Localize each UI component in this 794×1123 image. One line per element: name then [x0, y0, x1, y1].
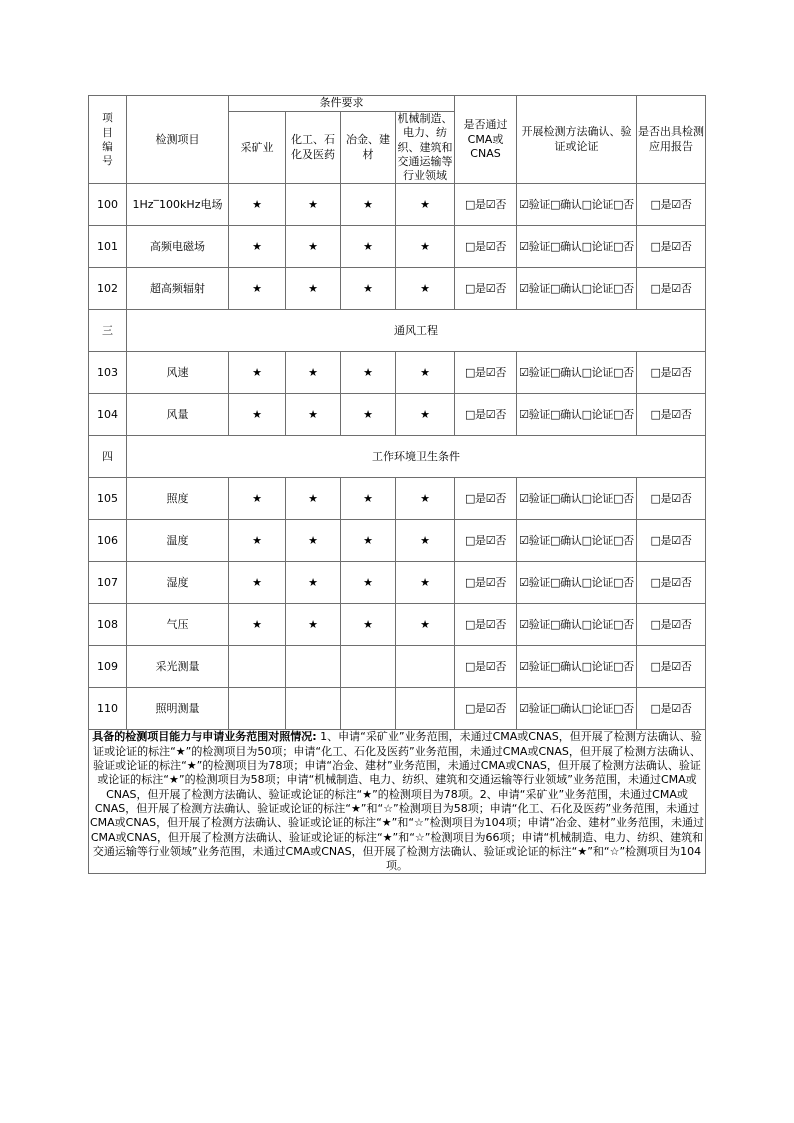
row-no-cell: 100	[89, 184, 127, 226]
star-cell: ★	[396, 394, 455, 436]
item-name-cell: 温度	[127, 520, 229, 562]
cma-status-cell: □是☑否	[455, 520, 517, 562]
table-row	[89, 352, 706, 394]
row-no-cell: 四	[89, 436, 127, 478]
star-cell: ★	[341, 604, 396, 646]
star-cell: ★	[341, 520, 396, 562]
header-metallurgy: 冶金、建材	[341, 112, 396, 184]
item-name-cell: 气压	[127, 604, 229, 646]
section-title-cell: 工作环境卫生条件	[127, 436, 706, 478]
testing-capability-table	[88, 95, 706, 874]
item-name-cell: 超高频辐射	[127, 268, 229, 310]
cma-status-cell: □是☑否	[455, 562, 517, 604]
star-cell: ★	[286, 352, 341, 394]
report-status-cell: □是☑否	[637, 478, 706, 520]
cma-status-cell: □是☑否	[455, 604, 517, 646]
star-cell: ★	[286, 604, 341, 646]
table-row	[89, 478, 706, 520]
star-cell: ★	[396, 352, 455, 394]
row-no-cell: 104	[89, 394, 127, 436]
star-cell	[229, 688, 286, 730]
star-cell: ★	[229, 352, 286, 394]
summary-lead-text: 具备的检测项目能力与申请业务范围对照情况:	[92, 730, 317, 744]
method-status-cell: ☑验证□确认□论证□否	[517, 352, 637, 394]
header-item: 检测项目	[127, 96, 229, 184]
table-row	[89, 184, 706, 226]
row-no-cell: 110	[89, 688, 127, 730]
table-row	[89, 226, 706, 268]
star-cell: ★	[396, 226, 455, 268]
row-no-cell: 105	[89, 478, 127, 520]
star-cell: ★	[341, 352, 396, 394]
table-footer	[89, 730, 706, 874]
report-status-cell: □是☑否	[637, 604, 706, 646]
item-name-cell: 高频电磁场	[127, 226, 229, 268]
star-cell	[341, 646, 396, 688]
table-row	[89, 604, 706, 646]
method-status-cell: ☑验证□确认□论证□否	[517, 268, 637, 310]
cma-status-cell: □是☑否	[455, 352, 517, 394]
star-cell: ★	[229, 226, 286, 268]
header-method-confirm: 开展检测方法确认、验证或论证	[517, 96, 637, 184]
cma-status-cell: □是☑否	[455, 646, 517, 688]
report-status-cell: □是☑否	[637, 226, 706, 268]
cma-status-cell: □是☑否	[455, 268, 517, 310]
star-cell: ★	[341, 562, 396, 604]
table-row	[89, 268, 706, 310]
cma-status-cell: □是☑否	[455, 688, 517, 730]
method-status-cell: ☑验证□确认□论证□否	[517, 646, 637, 688]
star-cell: ★	[396, 184, 455, 226]
star-cell: ★	[286, 478, 341, 520]
report-status-cell: □是☑否	[637, 394, 706, 436]
row-no-cell: 三	[89, 310, 127, 352]
header-machinery: 机械制造、电力、纺织、建筑和交通运输等行业领域	[397, 112, 453, 183]
star-cell: ★	[286, 184, 341, 226]
star-cell: ★	[229, 184, 286, 226]
star-cell: ★	[396, 562, 455, 604]
table-row	[89, 562, 706, 604]
star-cell: ★	[341, 478, 396, 520]
method-status-cell: ☑验证□确认□论证□否	[517, 184, 637, 226]
cma-status-cell: □是☑否	[455, 394, 517, 436]
star-cell: ★	[341, 394, 396, 436]
summary-body-text: 1、申请“采矿业”业务范围，未通过CMA或CNAS，但开展了检测方法确认、验证或论证的标注“★”的检测项目为50项；申请“化工、石化及医药”业务范围，未通过CMA或CNAS，但开展了检测方法确认、验证或论证的标注“★”的检测项目为78项；申请“冶金、建材”业务范围，未通过CMA或CNAS，但开展了检测方法确认、验证或论证的标注“★”的检测项目为58项；申请“机械制造、电力、纺织、建筑和交通运输等行业领域”业务范围，未通过CMA或CNAS，但开展了检测方法确认、验证或论证的标注“★”的检测项目为78项。2、申请“采矿业”业务范围，未通过CMA或CNAS，但开展了检测方法确认、验证或论证的标注“★”和“☆”检测项目为58项；申请“化工、石化及医药”业务范围，未通过CMA或CNAS，但开展了检测方法确认、验证或论证的标注“★”和“☆”检测项目为104项；申请“冶金、建材”业务范围，未通过CMA或CNAS，但开展了检测方法确认、验证或论证的标注“★”和“☆”检测项目为66项；申请“机械制造、电力、纺织、建筑和交通运输等行业领域”业务范围，未通过CMA或CNAS，但开展了检测方法确认、验证或论证的标注“★”和“☆”检测项目为104项。	[89, 730, 705, 873]
star-cell	[286, 688, 341, 730]
header-mining: 采矿业	[229, 112, 286, 184]
method-status-cell: ☑验证□确认□论证□否	[517, 226, 637, 268]
row-no-cell: 106	[89, 520, 127, 562]
method-status-cell: ☑验证□确认□论证□否	[517, 688, 637, 730]
star-cell: ★	[341, 226, 396, 268]
header-chemical: 化工、石化及医药	[286, 112, 341, 184]
star-cell	[396, 688, 455, 730]
star-cell	[286, 646, 341, 688]
method-status-cell: ☑验证□确认□论证□否	[517, 562, 637, 604]
cma-status-cell: □是☑否	[455, 226, 517, 268]
header-project-no-label: 项目编号	[102, 112, 113, 167]
star-cell: ★	[396, 478, 455, 520]
method-status-cell: ☑验证□确认□论证□否	[517, 520, 637, 562]
cma-status-cell: □是☑否	[455, 478, 517, 520]
row-no-cell: 109	[89, 646, 127, 688]
star-cell: ★	[229, 520, 286, 562]
capability-summary	[89, 730, 706, 874]
item-name-cell: 照明测量	[127, 688, 229, 730]
star-cell: ★	[396, 604, 455, 646]
item-name-cell: 1Hz‾100kHz电场	[127, 184, 229, 226]
row-no-cell: 108	[89, 604, 127, 646]
footer-row	[89, 730, 706, 874]
star-cell: ★	[341, 268, 396, 310]
header-cma-cnas: 是否通过CMA或CNAS	[455, 96, 517, 184]
report-status-cell: □是☑否	[637, 646, 706, 688]
report-status-cell: □是☑否	[637, 562, 706, 604]
method-status-cell: ☑验证□确认□论证□否	[517, 478, 637, 520]
table-row	[89, 646, 706, 688]
header-condition-group: 条件要求	[229, 96, 455, 112]
method-status-cell: ☑验证□确认□论证□否	[517, 604, 637, 646]
table-row	[89, 394, 706, 436]
star-cell: ★	[229, 268, 286, 310]
table-row	[89, 520, 706, 562]
header-report: 是否出具检测应用报告	[637, 96, 706, 184]
star-cell: ★	[396, 268, 455, 310]
row-no-cell: 101	[89, 226, 127, 268]
item-name-cell: 风速	[127, 352, 229, 394]
star-cell: ★	[286, 394, 341, 436]
cma-status-cell: □是☑否	[455, 184, 517, 226]
table-header	[89, 96, 706, 184]
row-no-cell: 102	[89, 268, 127, 310]
row-no-cell: 103	[89, 352, 127, 394]
section-row	[89, 310, 706, 352]
row-no-cell: 107	[89, 562, 127, 604]
star-cell: ★	[396, 520, 455, 562]
table-row	[89, 688, 706, 730]
star-cell: ★	[286, 562, 341, 604]
star-cell	[229, 646, 286, 688]
star-cell: ★	[229, 394, 286, 436]
item-name-cell: 风量	[127, 394, 229, 436]
star-cell	[341, 688, 396, 730]
section-title-cell: 通风工程	[127, 310, 706, 352]
star-cell: ★	[286, 520, 341, 562]
star-cell: ★	[286, 268, 341, 310]
report-status-cell: □是☑否	[637, 520, 706, 562]
report-status-cell: □是☑否	[637, 268, 706, 310]
report-status-cell: □是☑否	[637, 352, 706, 394]
star-cell: ★	[229, 562, 286, 604]
report-status-cell: □是☑否	[637, 688, 706, 730]
method-status-cell: ☑验证□确认□论证□否	[517, 394, 637, 436]
item-name-cell: 采光测量	[127, 646, 229, 688]
star-cell: ★	[286, 226, 341, 268]
star-cell: ★	[341, 184, 396, 226]
item-name-cell: 照度	[127, 478, 229, 520]
star-cell: ★	[229, 478, 286, 520]
star-cell	[396, 646, 455, 688]
section-row	[89, 436, 706, 478]
header-project-no	[89, 96, 127, 184]
star-cell: ★	[229, 604, 286, 646]
table-body	[89, 184, 706, 730]
report-status-cell: □是☑否	[637, 184, 706, 226]
item-name-cell: 湿度	[127, 562, 229, 604]
